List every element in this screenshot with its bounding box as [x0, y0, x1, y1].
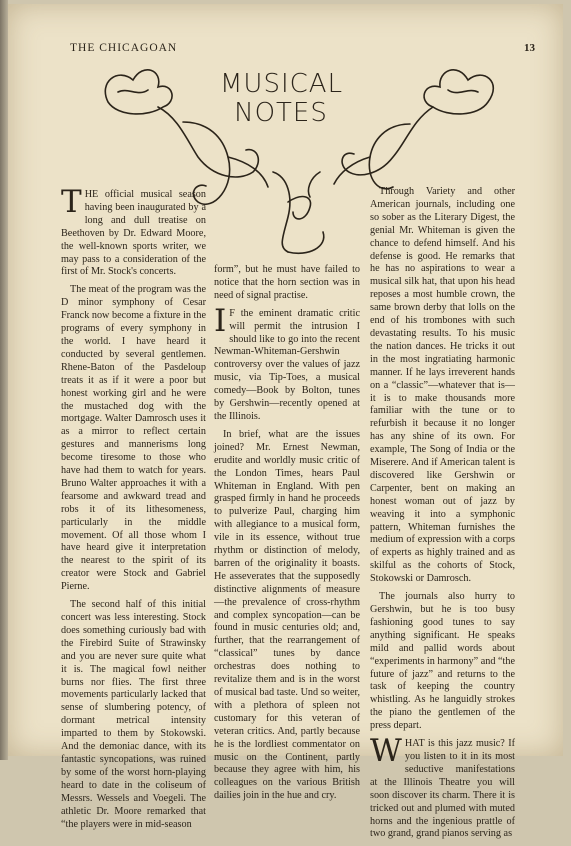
paragraph: The second half of this initial concert was less interesting. Stock does something curiously bad with the Firebird Suite of Strawinsky and you are never sure quite what it is. The magical fowl neither burns nor flies. The first three movements particularly lacked that sense of slumbering potency, of dormant metrical intensity imparted to them by Stokowski. And the demoniac dance, with its fantastic syncopations, was ruined by some of the worst horn-playing heard to date in the coliseum of Messrs. Wessels and Voegeli. The athletic Dr. Moore remarked that “the players were in mid-season: [61, 599, 206, 830]
paragraph: [370, 733, 515, 841]
paragraph-text: F the eminent dramatic critic will permit the intrusion I should like to go into the recent Newman-Whiteman-Gershwin controversy over the values of jazz music, via Tip-Toes, a musical comedy—Book by Bolton, tunes by Gershwin—recently opened at the Illinois.: [214, 307, 360, 422]
paragraph: Through Variety and other American journals, including one so sober as the Literary Digest, the genial Mr. Whiteman is given the chance to defend himself. And his defense is good. He remarks that he has no aspirations to wear a musical silk hat, that upon his head reposes a most humble crown, the same brown derby that lolls on the end of his trombones with such devastating results. To his music the nation dances. He tricks it out in the most ingratiating harmonic manner. If he lays irreverent hands on a “classic”—whatever that is—it is to make thousands more familiar with the tune or to refurbish it because it no longer has any shine of its own. For example, The Song of India or the Miserere. And if American talent is discovered like Gershwin or Carpenter, bent on making an honest woman out of jazz by weaving it into a symphonic pattern, Whiteman furnishes the medium of expression with a corps of experts as highly trained and as skilful as the cohorts of Stock, Stokowski or Damrosch.: [370, 186, 515, 585]
title-line-1: MUSICAL: [220, 69, 344, 99]
running-head: THE CHICAGOAN: [70, 42, 178, 54]
paragraph-text: HAT is this jazz music? If you listen to it in its most seductive manifestations at the Illinois Theatre you will soon discover its charm. There it is tricked out and plumed with muted horns and the ingenious prattle of two grand, grand pianos serving as: [370, 738, 515, 840]
paragraph: form”, but he must have failed to notice that the horn section was in need of signal practise.: [214, 264, 360, 301]
paragraph: The journals also hurry to Gershwin, but he is too busy fashioning good tunes to say anything significant. He speaks mild and pallid words about “experiments in harmony” and “the future of jazz” and returns to the task of keeping the country whistling. As he languidly strokes the piano the gentlemen of the press depart.: [370, 591, 515, 732]
paragraph: The meat of the program was the D minor symphony of Cesar Franck now become a fixture in the programs of every symphony in the world. I have heard it conducted by several gentlemen. Rhene-Baton of the Pasdeloup treats it as if it were a poor but honest working girl and he were the mustached dog with the mortgage. Walter Damrosch uses it as a mirror to reflect certain gestures and mannerisms long become tiresome to those who have had them to watch for years. Bruno Walter approaches it with a fearsome and awkward tread and robs it of its lithesomeness, particularly in the middle movement. Of all those whom I have heard give it interpretation the nearest to the spirit of its creator were Stock and Gabriel Pierne.: [61, 284, 206, 593]
text-column-3: [370, 186, 515, 846]
title-line-2: NOTES: [234, 98, 328, 128]
paragraph: In brief, what are the issues joined? Mr. Ernest Newman, erudite and worldly music critic of the London Times, hears Paul Whiteman in England. With pen grasped firmly in hand he proceeds to pulverize Paul, charging him with allegiance to a musical form, vile in its essence, without true rhythm or distinction of melody, barren of the originality it boasts. He asseverates that the supposedly distinctive alignments of measure—the prevalence of cross-rhythm and complex syncopation—can be found in music centuries old; and, further, that the rearrangement of “classical” tunes by dance orchestras does nothing to revitalize them and is in the worst of musical bad taste. Und so weiter, with a plethora of spleen not customary for this veteran of veteran critics. And, partly because he is the lordliest commentator on music on the Continent, partly because they agree with him, his colleagues on the various British dailies join in the hue and cry.: [214, 428, 360, 802]
paragraph: [214, 302, 360, 424]
paragraph: [61, 184, 206, 279]
article-title: [220, 70, 342, 128]
page-number: 13: [524, 42, 535, 54]
drop-cap: T: [61, 184, 82, 220]
text-column-1: [61, 184, 206, 836]
drop-cap: I: [214, 302, 227, 339]
drop-cap: W: [370, 733, 402, 770]
text-column-2: [214, 264, 360, 808]
magazine-page: [8, 4, 563, 840]
paragraph-text: HE official musical season having been inaugurated by a long and dull treatise on Beethoven by Dr. Edward Moore, the well-known sports writer, we may pass to a consideration of the first of Mr. Stock's concerts.: [61, 189, 206, 278]
binding-gutter: [0, 0, 8, 760]
